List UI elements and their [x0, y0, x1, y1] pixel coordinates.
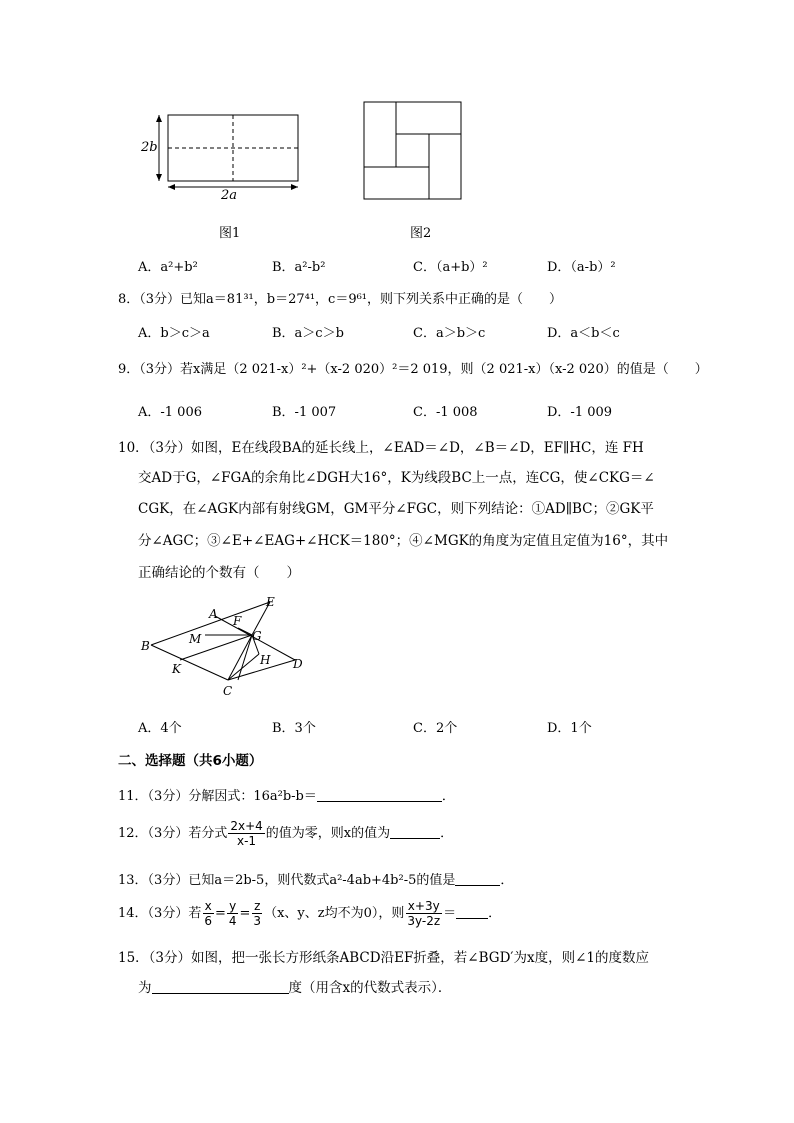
q10-label-g: G: [252, 629, 262, 643]
fig1-caption: 图1: [219, 226, 241, 241]
q11-answer-blank[interactable]: [317, 787, 442, 802]
q10-line-5: 正确结论的个数有（ ）: [138, 565, 300, 581]
q10-label-d: D: [293, 657, 303, 671]
q12-fraction: $\frac{2x+4}{x-1}$: [230, 819, 263, 848]
q7-option-d: D．（a-b）²: [547, 260, 616, 275]
q13-text: 13．（3分）已知a＝2b-5，则代数式a²-4ab+4b²-5的值是: [118, 873, 456, 888]
q9-option-b: B．-1 007: [272, 405, 337, 420]
q14: 14．（3分）若 $\frac{x}{6}$ = $\frac{y}{4}$ = $\frac{z}{3}$ （x、y、z均不为0），则 $\frac{x+3y}{3y-2z}$ ＝ ．: [118, 899, 502, 928]
q12: 12．（3分）若分式 $\frac{2x+4}{x-1}$ 的值为零，则x的值为 ．: [118, 819, 454, 848]
q10-line-1: 10．（3分）如图，E在线段BA的延长线上，∠EAD＝∠D，∠B＝∠D，EF∥HC，连 FH: [118, 440, 644, 456]
q11: 11．（3分）分解因式：16a²b-b＝ ．: [118, 789, 455, 804]
q10-line-3: CGK，在∠AGK内部有射线GM，GM平分∠FGC，则下列结论：①AD∥BC；②GK平: [138, 501, 654, 517]
fig1-label-2a: 2a: [221, 188, 238, 203]
q14-fraction-result: $\frac{x+3y}{3y-2z}$: [407, 899, 441, 928]
q8-option-c: C．a＞b＞c: [413, 326, 486, 341]
q12-post: 的值为零，则x的值为: [265, 826, 391, 841]
q14-fraction-y4: $\frac{y}{4}$: [228, 899, 237, 928]
q10-label-a: A: [209, 607, 218, 621]
q14-answer-blank[interactable]: [456, 904, 488, 919]
q10-figure: [135, 594, 310, 704]
q12-pre: 12．（3分）若分式: [118, 826, 228, 841]
q10-label-f: F: [233, 614, 242, 628]
q10-label-m: M: [189, 632, 202, 646]
q10-label-c: C: [223, 684, 233, 698]
q15-answer-blank[interactable]: [152, 979, 289, 994]
q10-line-2: 交AD于G，∠FGA的余角比∠DGH大16°，K为线段BC上一点，连CG，使∠CKG＝∠: [138, 470, 655, 486]
q9-option-a: A．-1 006: [138, 405, 202, 420]
q10-label-h: H: [260, 653, 271, 667]
q10-option-c: C．2个: [413, 721, 458, 736]
q14-fraction-z3: $\frac{z}{3}$: [253, 899, 262, 928]
q8-option-b: B．a＞c＞b: [272, 326, 344, 341]
q13-answer-blank[interactable]: [455, 871, 500, 886]
q11-text: 11．（3分）分解因式：16a²b-b＝: [118, 789, 317, 804]
figure-2: [360, 98, 466, 204]
q10-label-k: K: [172, 662, 181, 676]
q8-option-d: D．a＜b＜c: [547, 326, 620, 341]
section-2-title: 二、选择题（共6小题）: [118, 753, 263, 769]
q10-option-d: D．1个: [547, 721, 592, 736]
q7-option-c: C．（a+b）²: [413, 260, 488, 275]
q7-option-b: B．a²-b²: [272, 260, 326, 275]
fig1-label-2b: 2b: [141, 140, 158, 155]
q13: 13．（3分）已知a＝2b-5，则代数式a²-4ab+4b²-5的值是 ．: [118, 873, 514, 888]
q15-line-2: 为 度（用含x的代数式表示）．: [138, 980, 452, 996]
q9-option-d: D．-1 009: [547, 405, 613, 420]
q9-option-c: C．-1 008: [413, 405, 478, 420]
q10-option-a: A．4个: [138, 721, 182, 736]
q12-answer-blank[interactable]: [390, 824, 440, 839]
q8-option-a: A．b＞c＞a: [138, 326, 210, 341]
q10-label-b: B: [141, 639, 150, 653]
q14-fraction-x6: $\frac{x}{6}$: [204, 899, 212, 928]
q8-stem: 8．（3分）已知a＝81³¹，b＝27⁴¹，c＝9⁶¹，则下列关系中正确的是（ ）: [118, 292, 563, 307]
q15-line-1: 15．（3分）如图，把一张长方形纸条ABCD沿EF折叠，若∠BGD′为x度，则∠1的度数应: [118, 950, 649, 966]
q7-option-a: A．a²+b²: [138, 260, 198, 275]
fig2-caption: 图2: [410, 226, 432, 241]
q9-stem: 9．（3分）若x满足（2 021-x）²+（x-2 020）²＝2 019，则（2 021-x）（x-2 020）的值是（ ）: [118, 362, 708, 377]
q10-option-b: B．3个: [272, 721, 316, 736]
q10-line-4: 分∠AGC；③∠E+∠EAG+∠HCK＝180°；④∠MGK的角度为定值且定值为16°，其中: [138, 533, 669, 549]
q10-label-e: E: [266, 595, 275, 609]
